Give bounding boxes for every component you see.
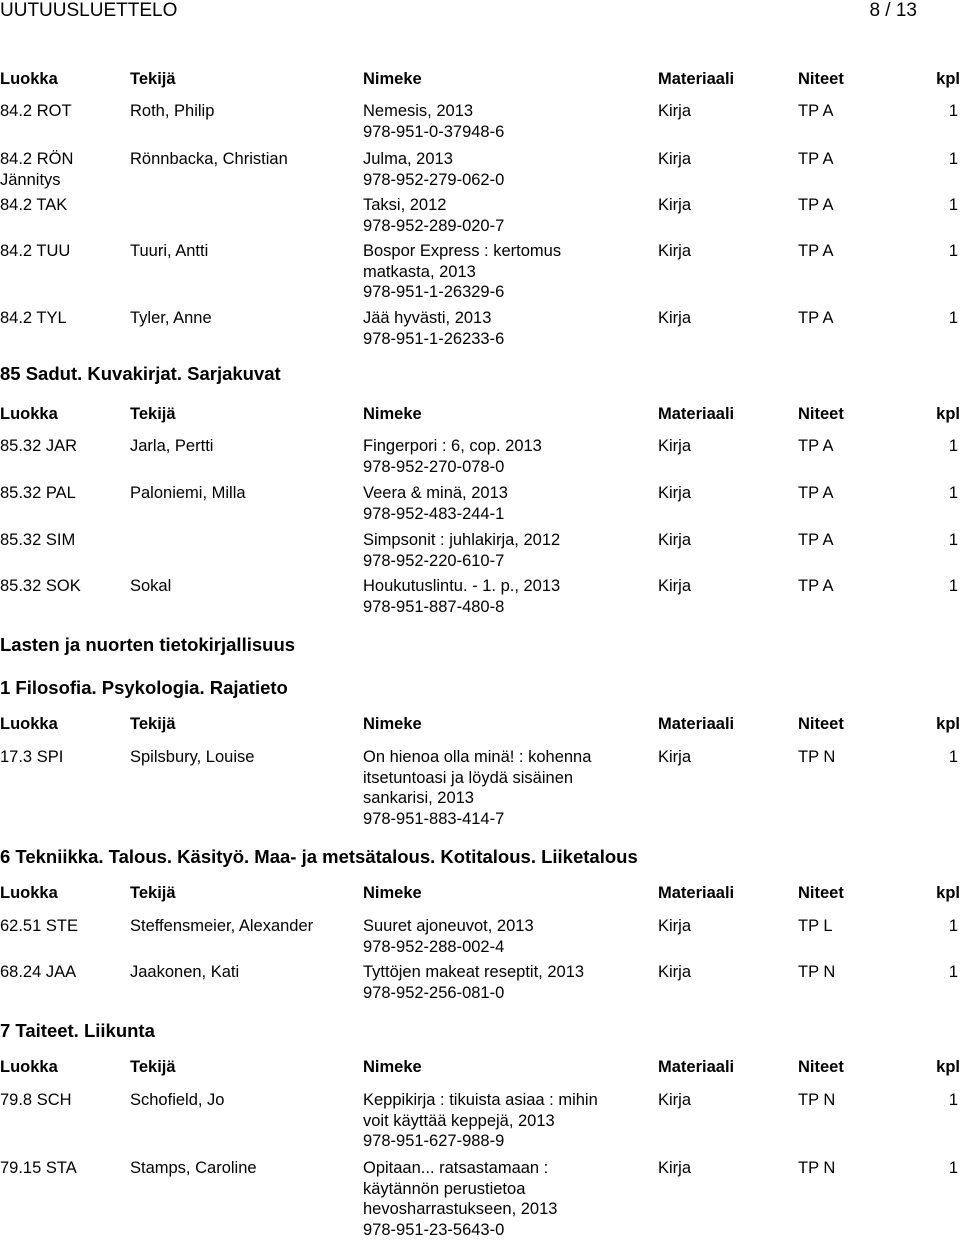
column-header-5: Niteet (798, 883, 844, 903)
niteet-cell: TP A (798, 195, 833, 216)
nimeke-cell (363, 576, 560, 617)
nimeke-line: hevosharrastukseen, 2013 (363, 1199, 557, 1220)
nimeke-cell (363, 747, 591, 829)
tekija-cell: Steffensmeier, Alexander (130, 916, 313, 937)
nimeke-cell (363, 436, 542, 477)
luokka-line: 85.32 PAL (0, 483, 76, 504)
materiaali-cell: Kirja (658, 436, 691, 457)
nimeke-cell (363, 1158, 557, 1240)
kpl-cell: 1 (949, 101, 958, 122)
luokka-line: 84.2 TAK (0, 195, 67, 216)
column-header-row (0, 1057, 960, 1077)
page-header (0, 0, 960, 24)
nimeke-line: matkasta, 2013 (363, 262, 561, 283)
nimeke-line: Jää hyvästi, 2013 (363, 308, 504, 329)
nimeke-line: 978-951-883-414-7 (363, 809, 591, 830)
materiaali-cell: Kirja (658, 149, 691, 170)
materiaali-cell: Kirja (658, 747, 691, 768)
nimeke-line: 978-951-23-5643-0 (363, 1220, 557, 1240)
section-title: 85 Sadut. Kuvakirjat. Sarjakuvat (0, 363, 281, 385)
nimeke-line: Veera & minä, 2013 (363, 483, 508, 504)
materiaali-cell: Kirja (658, 576, 691, 597)
luokka-line: 84.2 ROT (0, 101, 72, 122)
nimeke-line: sankarisi, 2013 (363, 788, 591, 809)
kpl-cell: 1 (949, 195, 958, 216)
column-header-1: Luokka (0, 714, 58, 734)
nimeke-cell (363, 530, 560, 571)
column-header-6: kpl (936, 883, 960, 903)
niteet-cell: TP A (798, 308, 833, 329)
luokka-line: 85.32 JAR (0, 436, 77, 457)
luokka-line: 17.3 SPI (0, 747, 63, 768)
column-header-4: Materiaali (658, 714, 734, 734)
section-title: 7 Taiteet. Liikunta (0, 1020, 155, 1042)
tekija-cell: Tyler, Anne (130, 308, 212, 329)
column-header-2: Tekijä (130, 883, 176, 903)
tekija-cell: Jarla, Pertti (130, 436, 213, 457)
column-header-row (0, 883, 960, 903)
nimeke-line: Tyttöjen makeat reseptit, 2013 (363, 962, 584, 983)
column-header-2: Tekijä (130, 1057, 176, 1077)
luokka-cell (0, 576, 81, 597)
nimeke-line: Simpsonit : juhlakirja, 2012 (363, 530, 560, 551)
luokka-line: 68.24 JAA (0, 962, 76, 983)
luokka-cell (0, 308, 67, 329)
luokka-cell (0, 149, 73, 190)
column-header-row (0, 714, 960, 734)
nimeke-line: 978-952-220-610-7 (363, 551, 560, 572)
luokka-cell (0, 747, 63, 768)
nimeke-cell (363, 195, 504, 236)
materiaali-cell: Kirja (658, 308, 691, 329)
column-header-6: kpl (936, 404, 960, 424)
nimeke-line: 978-951-1-26329-6 (363, 282, 561, 303)
nimeke-cell (363, 241, 561, 303)
tekija-cell: Roth, Philip (130, 101, 214, 122)
column-header-row (0, 404, 960, 424)
column-header-5: Niteet (798, 69, 844, 89)
materiaali-cell: Kirja (658, 483, 691, 504)
column-header-row (0, 69, 960, 89)
kpl-cell: 1 (949, 308, 958, 329)
nimeke-line: 978-952-256-081-0 (363, 983, 584, 1004)
luokka-line: 79.15 STA (0, 1158, 77, 1179)
kpl-cell: 1 (949, 962, 958, 983)
niteet-cell: TP N (798, 1158, 835, 1179)
materiaali-cell: Kirja (658, 916, 691, 937)
nimeke-line: On hienoa olla minä! : kohenna (363, 747, 591, 768)
column-header-6: kpl (936, 69, 960, 89)
column-header-5: Niteet (798, 714, 844, 734)
nimeke-line: 978-952-289-020-7 (363, 216, 504, 237)
nimeke-line: Taksi, 2012 (363, 195, 504, 216)
column-header-5: Niteet (798, 1057, 844, 1077)
nimeke-line: 978-952-288-002-4 (363, 937, 534, 958)
kpl-cell: 1 (949, 916, 958, 937)
niteet-cell: TP A (798, 241, 833, 262)
section-title: 6 Tekniikka. Talous. Käsityö. Maa- ja metsätalous. Kotitalous. Liiketalous (0, 846, 638, 868)
column-header-1: Luokka (0, 1057, 58, 1077)
column-header-6: kpl (936, 714, 960, 734)
luokka-line: 79.8 SCH (0, 1090, 72, 1111)
nimeke-cell (363, 483, 508, 524)
luokka-cell (0, 1158, 77, 1179)
column-header-2: Tekijä (130, 69, 176, 89)
tekija-cell: Jaakonen, Kati (130, 962, 239, 983)
nimeke-line: käytännön perustietoa (363, 1179, 557, 1200)
nimeke-line: 978-952-279-062-0 (363, 170, 504, 191)
materiaali-cell: Kirja (658, 195, 691, 216)
column-header-3: Nimeke (363, 69, 422, 89)
luokka-line: 85.32 SIM (0, 530, 75, 551)
materiaali-cell: Kirja (658, 241, 691, 262)
tekija-cell: Schofield, Jo (130, 1090, 224, 1111)
nimeke-line: 978-951-1-26233-6 (363, 329, 504, 350)
kpl-cell: 1 (949, 576, 958, 597)
nimeke-line: Houkutuslintu. - 1. p., 2013 (363, 576, 560, 597)
column-header-2: Tekijä (130, 404, 176, 424)
column-header-3: Nimeke (363, 714, 422, 734)
nimeke-line: Opitaan... ratsastamaan : (363, 1158, 557, 1179)
column-header-1: Luokka (0, 883, 58, 903)
column-header-1: Luokka (0, 404, 58, 424)
nimeke-line: voit käyttää keppejä, 2013 (363, 1111, 598, 1132)
nimeke-cell (363, 962, 584, 1003)
nimeke-line: Julma, 2013 (363, 149, 504, 170)
nimeke-line: Suuret ajoneuvot, 2013 (363, 916, 534, 937)
luokka-line: 62.51 STE (0, 916, 78, 937)
kpl-cell: 1 (949, 149, 958, 170)
column-header-1: Luokka (0, 69, 58, 89)
materiaali-cell: Kirja (658, 1090, 691, 1111)
nimeke-line: Fingerpori : 6, cop. 2013 (363, 436, 542, 457)
kpl-cell: 1 (949, 483, 958, 504)
tekija-cell: Stamps, Caroline (130, 1158, 257, 1179)
tekija-cell: Rönnbacka, Christian (130, 149, 288, 170)
column-header-5: Niteet (798, 404, 844, 424)
niteet-cell: TP N (798, 962, 835, 983)
tekija-cell: Paloniemi, Milla (130, 483, 246, 504)
nimeke-cell (363, 149, 504, 190)
luokka-cell (0, 241, 70, 262)
column-header-4: Materiaali (658, 1057, 734, 1077)
nimeke-line: Nemesis, 2013 (363, 101, 504, 122)
kpl-cell: 1 (949, 1090, 958, 1111)
column-header-3: Nimeke (363, 404, 422, 424)
luokka-cell (0, 530, 75, 551)
materiaali-cell: Kirja (658, 1158, 691, 1179)
nimeke-cell (363, 916, 534, 957)
luokka-line: 84.2 RÖN (0, 149, 73, 170)
luokka-cell (0, 1090, 72, 1111)
luokka-line: 84.2 TYL (0, 308, 67, 329)
tekija-cell: Tuuri, Antti (130, 241, 208, 262)
nimeke-line: Bospor Express : kertomus (363, 241, 561, 262)
kpl-cell: 1 (949, 530, 958, 551)
luokka-line: Jännitys (0, 170, 73, 191)
niteet-cell: TP A (798, 101, 833, 122)
niteet-cell: TP A (798, 530, 833, 551)
column-header-4: Materiaali (658, 404, 734, 424)
tekija-cell: Spilsbury, Louise (130, 747, 254, 768)
nimeke-line: 978-951-627-988-9 (363, 1131, 598, 1152)
nimeke-line: itsetuntoasi ja löydä sisäinen (363, 768, 591, 789)
column-header-4: Materiaali (658, 883, 734, 903)
niteet-cell: TP A (798, 483, 833, 504)
materiaali-cell: Kirja (658, 530, 691, 551)
luokka-cell (0, 195, 67, 216)
nimeke-cell (363, 1090, 598, 1152)
column-header-4: Materiaali (658, 69, 734, 89)
column-header-3: Nimeke (363, 883, 422, 903)
column-header-2: Tekijä (130, 714, 176, 734)
nimeke-cell (363, 308, 504, 349)
section-title: 1 Filosofia. Psykologia. Rajatieto (0, 677, 288, 699)
nimeke-line: 978-951-0-37948-6 (363, 122, 504, 143)
luokka-cell (0, 101, 72, 122)
kpl-cell: 1 (949, 747, 958, 768)
niteet-cell: TP A (798, 576, 833, 597)
niteet-cell: TP A (798, 436, 833, 457)
luokka-cell (0, 962, 76, 983)
niteet-cell: TP A (798, 149, 833, 170)
luokka-line: 84.2 TUU (0, 241, 70, 262)
luokka-cell (0, 483, 76, 504)
kpl-cell: 1 (949, 241, 958, 262)
nimeke-line: Keppikirja : tikuista asiaa : mihin (363, 1090, 598, 1111)
tekija-cell: Sokal (130, 576, 171, 597)
document-title: UUTUUSLUETTELO (0, 0, 177, 22)
nimeke-line: 978-952-483-244-1 (363, 504, 508, 525)
luokka-cell (0, 436, 77, 457)
nimeke-line: 978-951-887-480-8 (363, 597, 560, 618)
luokka-line: 85.32 SOK (0, 576, 81, 597)
materiaali-cell: Kirja (658, 962, 691, 983)
niteet-cell: TP L (798, 916, 833, 937)
niteet-cell: TP N (798, 1090, 835, 1111)
niteet-cell: TP N (798, 747, 835, 768)
section-supertitle: Lasten ja nuorten tietokirjallisuus (0, 634, 295, 656)
kpl-cell: 1 (949, 436, 958, 457)
kpl-cell: 1 (949, 1158, 958, 1179)
luokka-cell (0, 916, 78, 937)
nimeke-cell (363, 101, 504, 142)
column-header-6: kpl (936, 1057, 960, 1077)
materiaali-cell: Kirja (658, 101, 691, 122)
page-number: 8 / 13 (869, 0, 917, 22)
nimeke-line: 978-952-270-078-0 (363, 457, 542, 478)
column-header-3: Nimeke (363, 1057, 422, 1077)
